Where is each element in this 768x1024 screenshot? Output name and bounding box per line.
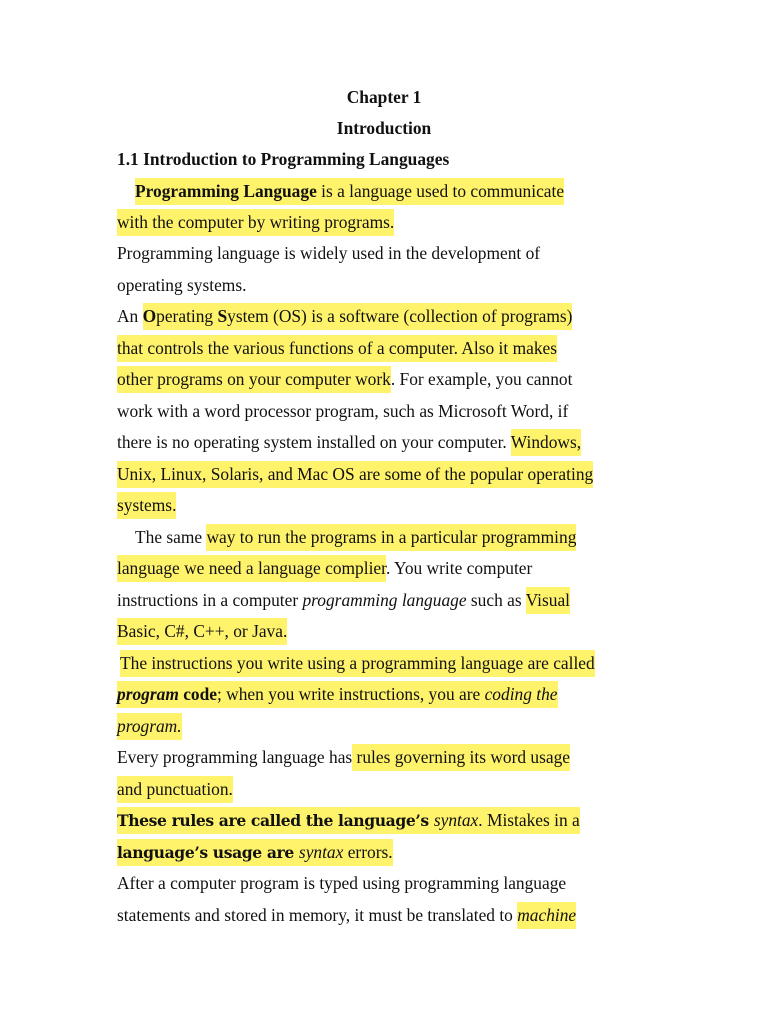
paragraph-line: there is no operating system installed on your computer. Windows,	[117, 427, 581, 458]
highlighted-text: language’s usage are syntax errors.	[117, 839, 393, 866]
paragraph-line: The same way to run the programs in a particular programming	[117, 522, 576, 553]
highlighted-text: program.	[117, 713, 182, 740]
highlighted-text: Windows,	[511, 429, 581, 456]
highlighted-text: Also it makes	[458, 335, 557, 362]
highlighted-text: Basic, C#, C++, or Java.	[117, 618, 287, 645]
bold-italic-term: program	[117, 684, 179, 704]
highlighted-text: These rules are called the language’s syntax. Mistakes in a	[117, 807, 580, 834]
bold-term: Programming Language	[135, 181, 317, 201]
paragraph-line: statements and stored in memory, it must be translated to machine	[117, 900, 576, 931]
bold-term: code	[178, 684, 217, 704]
paragraph-line	[117, 837, 393, 868]
highlighted-text: rules governing its word usage	[352, 744, 570, 771]
highlighted-text: Unix, Linux, Solaris, and Mac OS are some of the popular operating	[117, 461, 593, 488]
chapter-title: Introduction	[336, 118, 432, 138]
paragraph-line: Every programming language has rules governing its word usage	[117, 742, 570, 773]
paragraph-line: instructions in a computer programming language such as Visual	[117, 585, 570, 616]
paragraph-line	[117, 648, 595, 679]
highlighted-text: and punctuation.	[117, 776, 233, 803]
paragraph-line	[117, 774, 233, 805]
highlighted-text: way to run the programs in a particular programming	[206, 524, 576, 551]
paragraph-line: other programs on your computer work. For example, you cannot	[117, 364, 572, 395]
paragraph-line	[117, 679, 558, 710]
paragraph-line	[117, 333, 557, 364]
paragraph-line	[117, 490, 176, 521]
paragraph-line	[117, 711, 182, 742]
highlighted-text: language we need a language complier	[117, 555, 386, 582]
paragraph-line: language we need a language complier. You write computer	[117, 553, 532, 584]
paragraph-line	[117, 616, 287, 647]
highlighted-text: program code; when you write instructions, you are coding the	[117, 681, 558, 708]
paragraph-line: operating systems.	[117, 275, 247, 295]
highlighted-text: with the computer by writing programs.	[117, 209, 394, 236]
highlighted-text: The instructions you write using a programming language are called	[120, 650, 595, 677]
paragraph-line	[117, 459, 593, 490]
paragraph-line	[117, 805, 580, 836]
paragraph-line	[117, 176, 564, 207]
highlighted-text: Operating System (OS) is a software (collection of programs)	[143, 303, 573, 330]
highlighted-text: other programs on your computer work	[117, 366, 391, 393]
highlighted-text: Programming Language is a language used to communicate	[135, 178, 564, 205]
paragraph-line: Programming language is widely used in the development of	[117, 243, 541, 263]
highlighted-text: machine	[517, 902, 576, 929]
paragraph-line: work with a word processor program, such as Microsoft Word, if	[117, 401, 569, 421]
highlighted-text: that controls the various functions of a computer.	[117, 335, 458, 362]
paragraph-line: An Operating System (OS) is a software (collection of programs)	[117, 301, 572, 332]
highlighted-text: systems.	[117, 492, 176, 519]
paragraph-line	[117, 207, 394, 238]
highlighted-text: Visual	[526, 587, 570, 614]
chapter-label: Chapter 1	[346, 87, 422, 107]
paragraph-line: After a computer program is typed using programming language	[117, 873, 567, 893]
italic-term: programming language	[302, 590, 467, 610]
section-heading: 1.1 Introduction to Programming Languages	[117, 149, 450, 169]
